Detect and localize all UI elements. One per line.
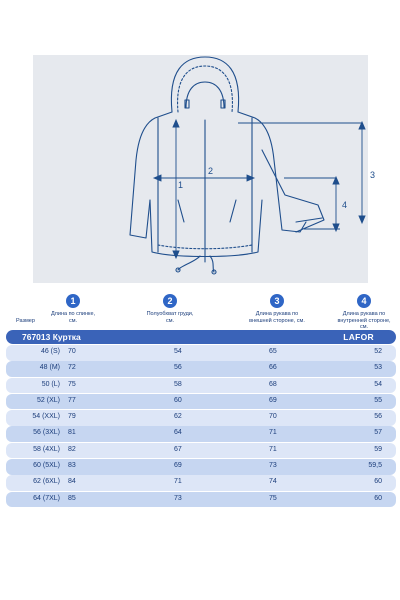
sleeve-outer-cell: 71 — [269, 429, 277, 437]
back-length-cell: 75 — [68, 380, 76, 388]
size-cell: 46 (S) — [40, 348, 60, 355]
sleeve-inner-cell: 59,5 — [368, 462, 382, 470]
column-header-text: Длина рукава по внешней стороне, см. — [249, 311, 305, 324]
size-cell: 64 (7XL) — [33, 494, 60, 502]
table-row — [6, 459, 396, 475]
column-header-chest — [144, 294, 196, 324]
table-row — [6, 492, 396, 508]
sleeve-outer-cell: 68 — [269, 380, 277, 388]
size-cell: 50 (L) — [41, 380, 60, 388]
size-cell: 62 (6XL) — [33, 478, 60, 486]
back-length-cell: 81 — [68, 429, 76, 437]
back-length-cell: 70 — [68, 348, 76, 355]
chest-cell: 69 — [174, 462, 182, 470]
back-length-cell: 85 — [68, 494, 76, 502]
table-row — [6, 361, 396, 377]
product-article: 767013 Куртка — [22, 332, 81, 342]
sleeve-outer-cell: 70 — [269, 413, 277, 421]
table-row — [6, 426, 396, 442]
back-length-cell: 84 — [68, 478, 76, 486]
table-column-headers — [0, 294, 400, 334]
sleeve-outer-cell: 75 — [269, 494, 277, 502]
sleeve-inner-cell: 60 — [374, 494, 382, 502]
chest-cell: 71 — [174, 478, 182, 486]
size-cell: 48 (M) — [39, 364, 60, 372]
sleeve-outer-cell: 65 — [269, 348, 277, 355]
measure-label-1: 1 — [178, 180, 184, 190]
sleeve-outer-cell: 73 — [269, 462, 277, 470]
column-header-text: Длина по спинке, см. — [50, 311, 96, 324]
measure-label-4: 4 — [342, 200, 348, 210]
chest-cell: 67 — [174, 445, 182, 453]
sleeve-outer-cell: 66 — [269, 364, 277, 372]
back-length-cell: 79 — [68, 413, 76, 421]
size-cell: 52 (XL) — [37, 396, 60, 404]
column-header-back-length — [48, 294, 98, 324]
brand-name: LAFOR — [343, 332, 374, 342]
sleeve-inner-cell: 57 — [374, 429, 382, 437]
sleeve-inner-cell: 54 — [374, 380, 382, 388]
sleeve-outer-cell: 69 — [269, 396, 277, 404]
size-table — [6, 345, 396, 508]
sleeve-inner-cell: 52 — [374, 348, 382, 355]
chest-cell: 62 — [174, 413, 182, 421]
measure-label-2: 2 — [208, 166, 214, 176]
back-length-cell: 72 — [68, 364, 76, 372]
back-length-cell: 83 — [68, 462, 76, 470]
size-column-label: Размер — [16, 318, 35, 324]
sleeve-outer-cell: 71 — [269, 445, 277, 453]
chest-cell: 56 — [174, 364, 182, 372]
sleeve-outer-cell: 74 — [269, 478, 277, 486]
sleeve-inner-cell: 56 — [374, 413, 382, 421]
sleeve-inner-cell: 55 — [374, 396, 382, 404]
column-header-text: Длина рукава по внутренней стороне, см. — [337, 311, 391, 330]
table-row — [6, 410, 396, 426]
size-cell: 54 (XXL) — [32, 413, 60, 421]
jacket-illustration — [0, 0, 400, 290]
size-cell: 60 (5XL) — [33, 462, 60, 470]
column-number-badge: 2 — [163, 294, 177, 308]
column-header-sleeve-inner — [334, 294, 394, 331]
size-cell: 56 (3XL) — [33, 429, 60, 437]
back-length-cell: 77 — [68, 396, 76, 404]
column-number-badge: 4 — [357, 294, 371, 308]
column-header-text: Полуобхват груди, см. — [146, 311, 194, 324]
chest-cell: 58 — [174, 380, 182, 388]
sleeve-inner-cell: 59 — [374, 445, 382, 453]
column-number-badge: 3 — [270, 294, 284, 308]
sleeve-inner-cell: 53 — [374, 364, 382, 372]
product-title-bar — [6, 330, 396, 344]
table-row — [6, 475, 396, 491]
column-header-sleeve-outer — [248, 294, 306, 324]
chest-cell: 73 — [174, 494, 182, 502]
size-cell: 58 (4XL) — [33, 445, 60, 453]
jacket-drawing — [0, 0, 400, 290]
table-row — [6, 345, 396, 361]
sleeve-inner-cell: 60 — [374, 478, 382, 486]
measure-label-3: 3 — [370, 170, 376, 180]
table-row — [6, 378, 396, 394]
chest-cell: 64 — [174, 429, 182, 437]
table-row — [6, 443, 396, 459]
chest-cell: 60 — [174, 396, 182, 404]
table-row — [6, 394, 396, 410]
chest-cell: 54 — [174, 348, 182, 355]
column-number-badge: 1 — [66, 294, 80, 308]
back-length-cell: 82 — [68, 445, 76, 453]
